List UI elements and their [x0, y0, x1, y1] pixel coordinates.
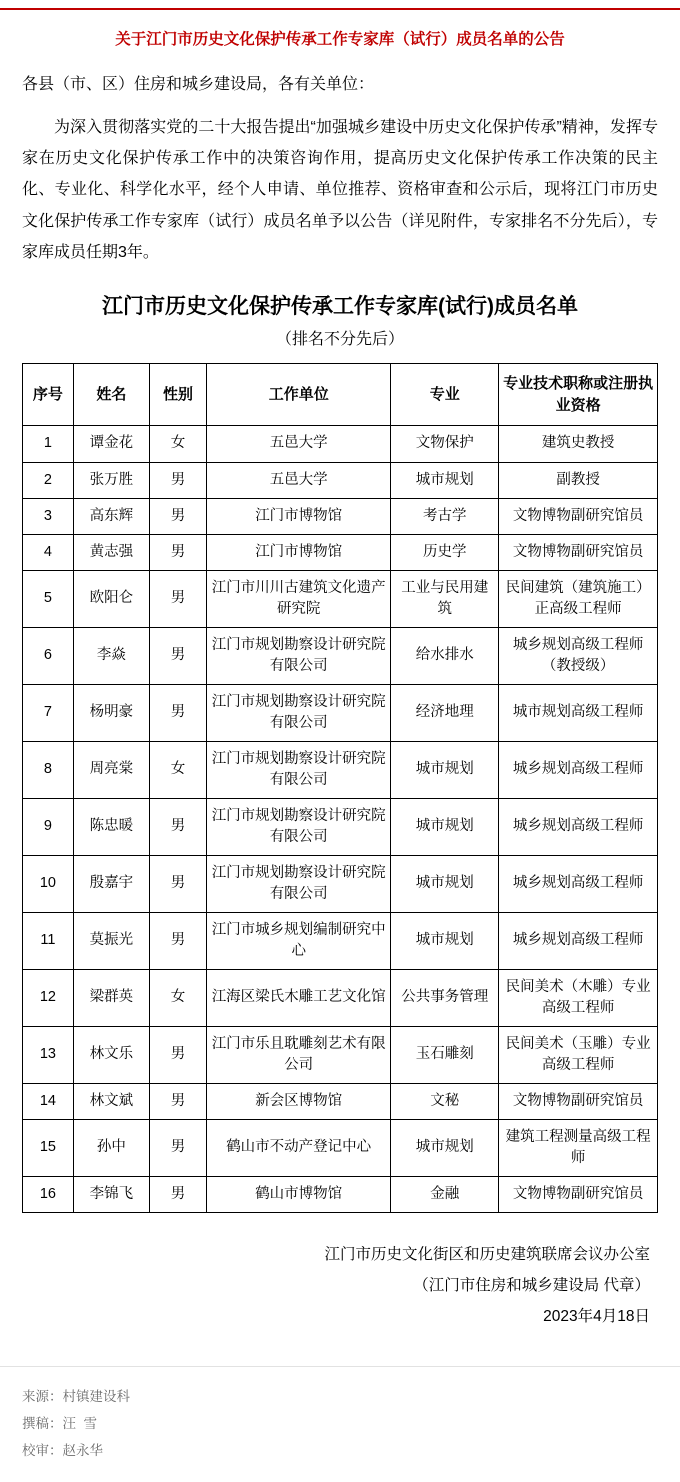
cell-qualification: 城乡规划高级工程师 [499, 912, 658, 969]
cell-unit: 江门市乐且耽雕刻艺术有限公司 [207, 1026, 391, 1083]
cell-qualification: 副教授 [499, 462, 658, 498]
cell-unit: 江门市规划勘察设计研究院有限公司 [207, 855, 391, 912]
cell-gender: 男 [149, 855, 206, 912]
cell-unit: 江门市规划勘察设计研究院有限公司 [207, 684, 391, 741]
table-row [23, 855, 658, 912]
cell-name: 梁群英 [73, 969, 149, 1026]
cell-name: 李焱 [73, 627, 149, 684]
table-row [23, 426, 658, 462]
footer-author: 撰稿：汪 雪 [22, 1415, 98, 1431]
cell-name: 林文乐 [73, 1026, 149, 1083]
cell-name: 林文斌 [73, 1083, 149, 1119]
cell-qualification: 建筑史教授 [499, 426, 658, 462]
table-row [23, 1176, 658, 1212]
roster-subtitle: （排名不分先后） [275, 330, 404, 348]
footer-reviewer: 校审：赵永华 [22, 1442, 103, 1458]
table-row [23, 498, 658, 534]
cell-name: 殷嘉宇 [73, 855, 149, 912]
cell-qualification: 城乡规划高级工程师（教授级） [499, 627, 658, 684]
signature-block [22, 1239, 658, 1332]
cell-unit: 江门市规划勘察设计研究院有限公司 [207, 741, 391, 798]
cell-qualification: 建筑工程测量高级工程师 [499, 1119, 658, 1176]
cell-major: 城市规划 [391, 798, 499, 855]
column-header-name: 姓名 [73, 363, 149, 426]
cell-unit: 江门市规划勘察设计研究院有限公司 [207, 627, 391, 684]
cell-index: 8 [23, 741, 74, 798]
column-header-index: 序号 [23, 363, 74, 426]
table-header-row [23, 363, 658, 426]
column-header-major: 专业 [391, 363, 499, 426]
cell-index: 10 [23, 855, 74, 912]
cell-major: 金融 [391, 1176, 499, 1212]
table-row [23, 627, 658, 684]
cell-name: 陈忠暖 [73, 798, 149, 855]
table-row [23, 1026, 658, 1083]
cell-gender: 男 [149, 912, 206, 969]
cell-index: 13 [23, 1026, 74, 1083]
cell-gender: 女 [149, 969, 206, 1026]
cell-index: 12 [23, 969, 74, 1026]
cell-index: 1 [23, 426, 74, 462]
cell-name: 莫振光 [73, 912, 149, 969]
table-row [23, 1119, 658, 1176]
cell-unit: 江海区梁氏木雕工艺文化馆 [207, 969, 391, 1026]
cell-gender: 男 [149, 462, 206, 498]
cell-major: 考古学 [391, 498, 499, 534]
expert-roster-table [22, 363, 658, 1213]
footer-source: 来源：村镇建设科 [22, 1388, 130, 1404]
page-title: 关于江门市历史文化保护传承工作专家库（试行）成员名单的公告 [115, 31, 565, 48]
cell-qualification: 文物博物副研究馆员 [499, 498, 658, 534]
cell-qualification: 城乡规划高级工程师 [499, 741, 658, 798]
table-row [23, 798, 658, 855]
body-paragraph-1: 为深入贯彻落实党的二十大报告提出“加强城乡建设中历史文化保护传承”精神，发挥专家在历史文化保护传承工作中的决策咨询作用，提高历史文化保护传承工作决策的民主化、专业化、科学化水平，经个人申请、单位推荐、资格审查和公示后，现将江门市历史文化保护传承工作专家库（试行）成员名单予以公告（详见附件，专家排名不分先后），专家库成员任期3年。 [22, 119, 658, 261]
table-row [23, 912, 658, 969]
column-header-unit: 工作单位 [207, 363, 391, 426]
cell-qualification: 文物博物副研究馆员 [499, 534, 658, 570]
cell-index: 4 [23, 534, 74, 570]
cell-unit: 新会区博物馆 [207, 1083, 391, 1119]
cell-major: 城市规划 [391, 912, 499, 969]
cell-index: 15 [23, 1119, 74, 1176]
cell-gender: 男 [149, 1083, 206, 1119]
cell-name: 孙中 [73, 1119, 149, 1176]
table-row [23, 741, 658, 798]
cell-unit: 江门市川川古建筑文化遗产研究院 [207, 570, 391, 627]
cell-index: 3 [23, 498, 74, 534]
cell-qualification: 民间美术（玉雕）专业高级工程师 [499, 1026, 658, 1083]
cell-gender: 男 [149, 1119, 206, 1176]
cell-major: 文物保护 [391, 426, 499, 462]
cell-major: 玉石雕刻 [391, 1026, 499, 1083]
table-row [23, 534, 658, 570]
cell-gender: 男 [149, 534, 206, 570]
table-row [23, 1083, 658, 1119]
cell-gender: 男 [149, 684, 206, 741]
document-body [0, 71, 680, 1332]
cell-gender: 男 [149, 498, 206, 534]
cell-gender: 女 [149, 741, 206, 798]
cell-gender: 男 [149, 798, 206, 855]
cell-unit: 五邑大学 [207, 462, 391, 498]
cell-major: 经济地理 [391, 684, 499, 741]
signature-seal-note: （江门市住房和城乡建设局 代章） [413, 1276, 650, 1294]
cell-unit: 鹤山市博物馆 [207, 1176, 391, 1212]
cell-qualification: 城乡规划高级工程师 [499, 855, 658, 912]
cell-major: 历史学 [391, 534, 499, 570]
cell-name: 高东辉 [73, 498, 149, 534]
table-row [23, 684, 658, 741]
cell-unit: 江门市城乡规划编制研究中心 [207, 912, 391, 969]
cell-qualification: 民间美术（木雕）专业高级工程师 [499, 969, 658, 1026]
cell-unit: 江门市博物馆 [207, 534, 391, 570]
cell-gender: 男 [149, 1026, 206, 1083]
signature-date: 2023年4月18日 [543, 1307, 650, 1325]
cell-unit: 江门市规划勘察设计研究院有限公司 [207, 798, 391, 855]
cell-gender: 女 [149, 426, 206, 462]
cell-name: 欧阳仑 [73, 570, 149, 627]
cell-index: 16 [23, 1176, 74, 1212]
cell-index: 2 [23, 462, 74, 498]
cell-major: 工业与民用建筑 [391, 570, 499, 627]
column-header-qualification: 专业技术职称或注册执业资格 [499, 363, 658, 426]
table-row [23, 969, 658, 1026]
cell-major: 城市规划 [391, 741, 499, 798]
cell-name: 杨明豪 [73, 684, 149, 741]
cell-name: 李锦飞 [73, 1176, 149, 1212]
cell-qualification: 文物博物副研究馆员 [499, 1083, 658, 1119]
cell-qualification: 城市规划高级工程师 [499, 684, 658, 741]
cell-major: 城市规划 [391, 855, 499, 912]
cell-index: 11 [23, 912, 74, 969]
cell-major: 城市规划 [391, 462, 499, 498]
table-row [23, 462, 658, 498]
cell-index: 6 [23, 627, 74, 684]
signature-issuer: 江门市历史文化街区和历史建筑联席会议办公室 [324, 1245, 650, 1263]
cell-gender: 男 [149, 627, 206, 684]
cell-unit: 江门市博物馆 [207, 498, 391, 534]
cell-qualification: 民间建筑（建筑施工）正高级工程师 [499, 570, 658, 627]
cell-index: 9 [23, 798, 74, 855]
cell-unit: 五邑大学 [207, 426, 391, 462]
cell-qualification: 文物博物副研究馆员 [499, 1176, 658, 1212]
cell-name: 谭金花 [73, 426, 149, 462]
cell-index: 5 [23, 570, 74, 627]
table-row [23, 570, 658, 627]
salutation: 各县（市、区）住房和城乡建设局，各有关单位： [22, 76, 375, 94]
cell-major: 城市规划 [391, 1119, 499, 1176]
cell-name: 黄志强 [73, 534, 149, 570]
cell-gender: 男 [149, 570, 206, 627]
document-footer [0, 1366, 680, 1482]
cell-major: 给水排水 [391, 627, 499, 684]
roster-title: 江门市历史文化保护传承工作专家库(试行)成员名单 [102, 294, 578, 318]
column-header-gender: 性别 [149, 363, 206, 426]
cell-name: 周亮棠 [73, 741, 149, 798]
document-page [0, 8, 680, 1482]
cell-name: 张万胜 [73, 462, 149, 498]
cell-major: 文秘 [391, 1083, 499, 1119]
cell-unit: 鹤山市不动产登记中心 [207, 1119, 391, 1176]
cell-index: 14 [23, 1083, 74, 1119]
cell-gender: 男 [149, 1176, 206, 1212]
cell-qualification: 城乡规划高级工程师 [499, 798, 658, 855]
cell-index: 7 [23, 684, 74, 741]
cell-major: 公共事务管理 [391, 969, 499, 1026]
